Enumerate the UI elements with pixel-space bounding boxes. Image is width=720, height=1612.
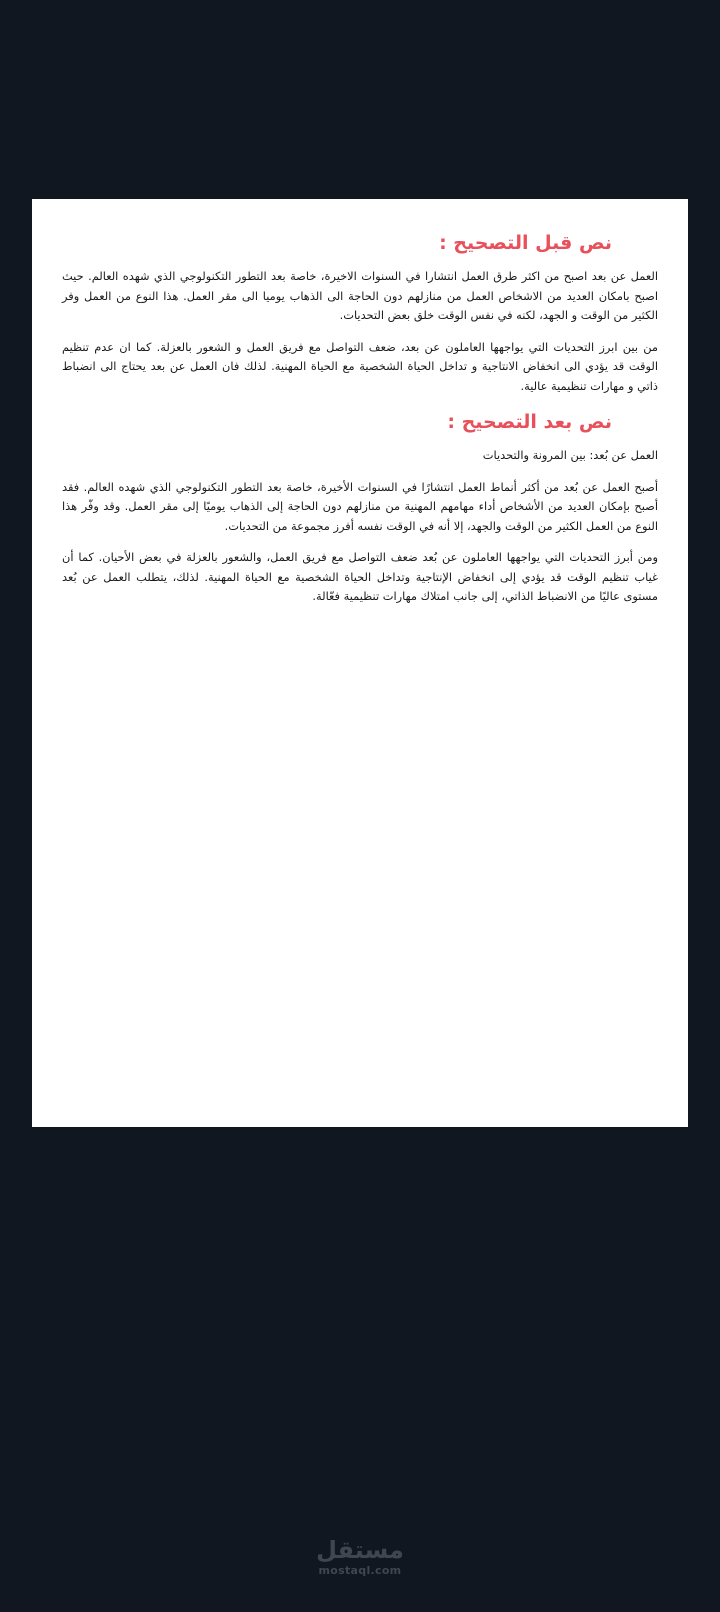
mostaql-logo-domain: mostaql.com [318, 1564, 402, 1577]
document-page [32, 199, 688, 1127]
after-paragraph-2: ومن أبرز التحديات التي يواجهها العاملون عن بُعد ضعف التواصل مع فريق العمل، والشعور بالعزلة في بعض الأحيان. كما أن غياب تنظيم الوقت قد يؤدي إلى انخفاض الإنتاجية وتداخل الحياة الشخصية مع الحياة المهنية. لذلك، يتطلب العمل عن بُعد مستوى عاليًا من الانضباط الذاتي، إلى جانب امتلاك مهارات تنظيمية فعّالة. [62, 550, 658, 603]
mostaql-logo [0, 1536, 720, 1578]
before-paragraph-1: العمل عن بعد اصبح من اكثر طرق العمل انتشارا في السنوات الاخيرة، خاصة بعد التطور التكنولوجي الذي شهده العالم. حيث اصبح بامكان العديد من الاشخاص العمل من منازلهم دون الحاجة الى الذهاب يوميا الى مقر العمل. هذا النوع من العمل وفر الكثير من الوقت و الجهد، لكنه في نفس الوقت خلق بعض التحديات. [62, 269, 658, 322]
after-paragraph-1: أصبح العمل عن بُعد من أكثر أنماط العمل انتشارًا في السنوات الأخيرة، خاصة بعد التطور التكنولوجي الذي شهده العالم. فقد أصبح بإمكان العديد من الأشخاص أداء مهامهم المهنية من منازلهم دون الحاجة إلى الذهاب يوميًا إلى مقر العمل. وقد وفّر هذا النوع من العمل الكثير من الوقت والجهد، إلا أنه في الوقت نفسه أفرز مجموعة من التحديات. [62, 479, 658, 533]
mostaql-logo-text: مستقل [316, 1536, 404, 1564]
before-paragraph-2: من بين ابرز التحديات التي يواجهها العاملون عن بعد، ضعف التواصل مع فريق العمل و الشعور بالعزلة. كما ان عدم تنظيم الوقت قد يؤدي الى انخفاض الانتاجية و تداخل الحياة الشخصية مع الحياة المهنية. لذلك فان العمل عن بعد يحتاج الى انضباط ذاتي و مهارات تنظيمية عالية. [62, 339, 658, 393]
document-content [62, 229, 658, 607]
heading-before-correction: نص قبل التصحيح : [439, 232, 612, 254]
heading-after-correction: نص بعد التصحيح : [447, 411, 612, 433]
after-subtitle: العمل عن بُعد: بين المرونة والتحديات [482, 448, 658, 462]
